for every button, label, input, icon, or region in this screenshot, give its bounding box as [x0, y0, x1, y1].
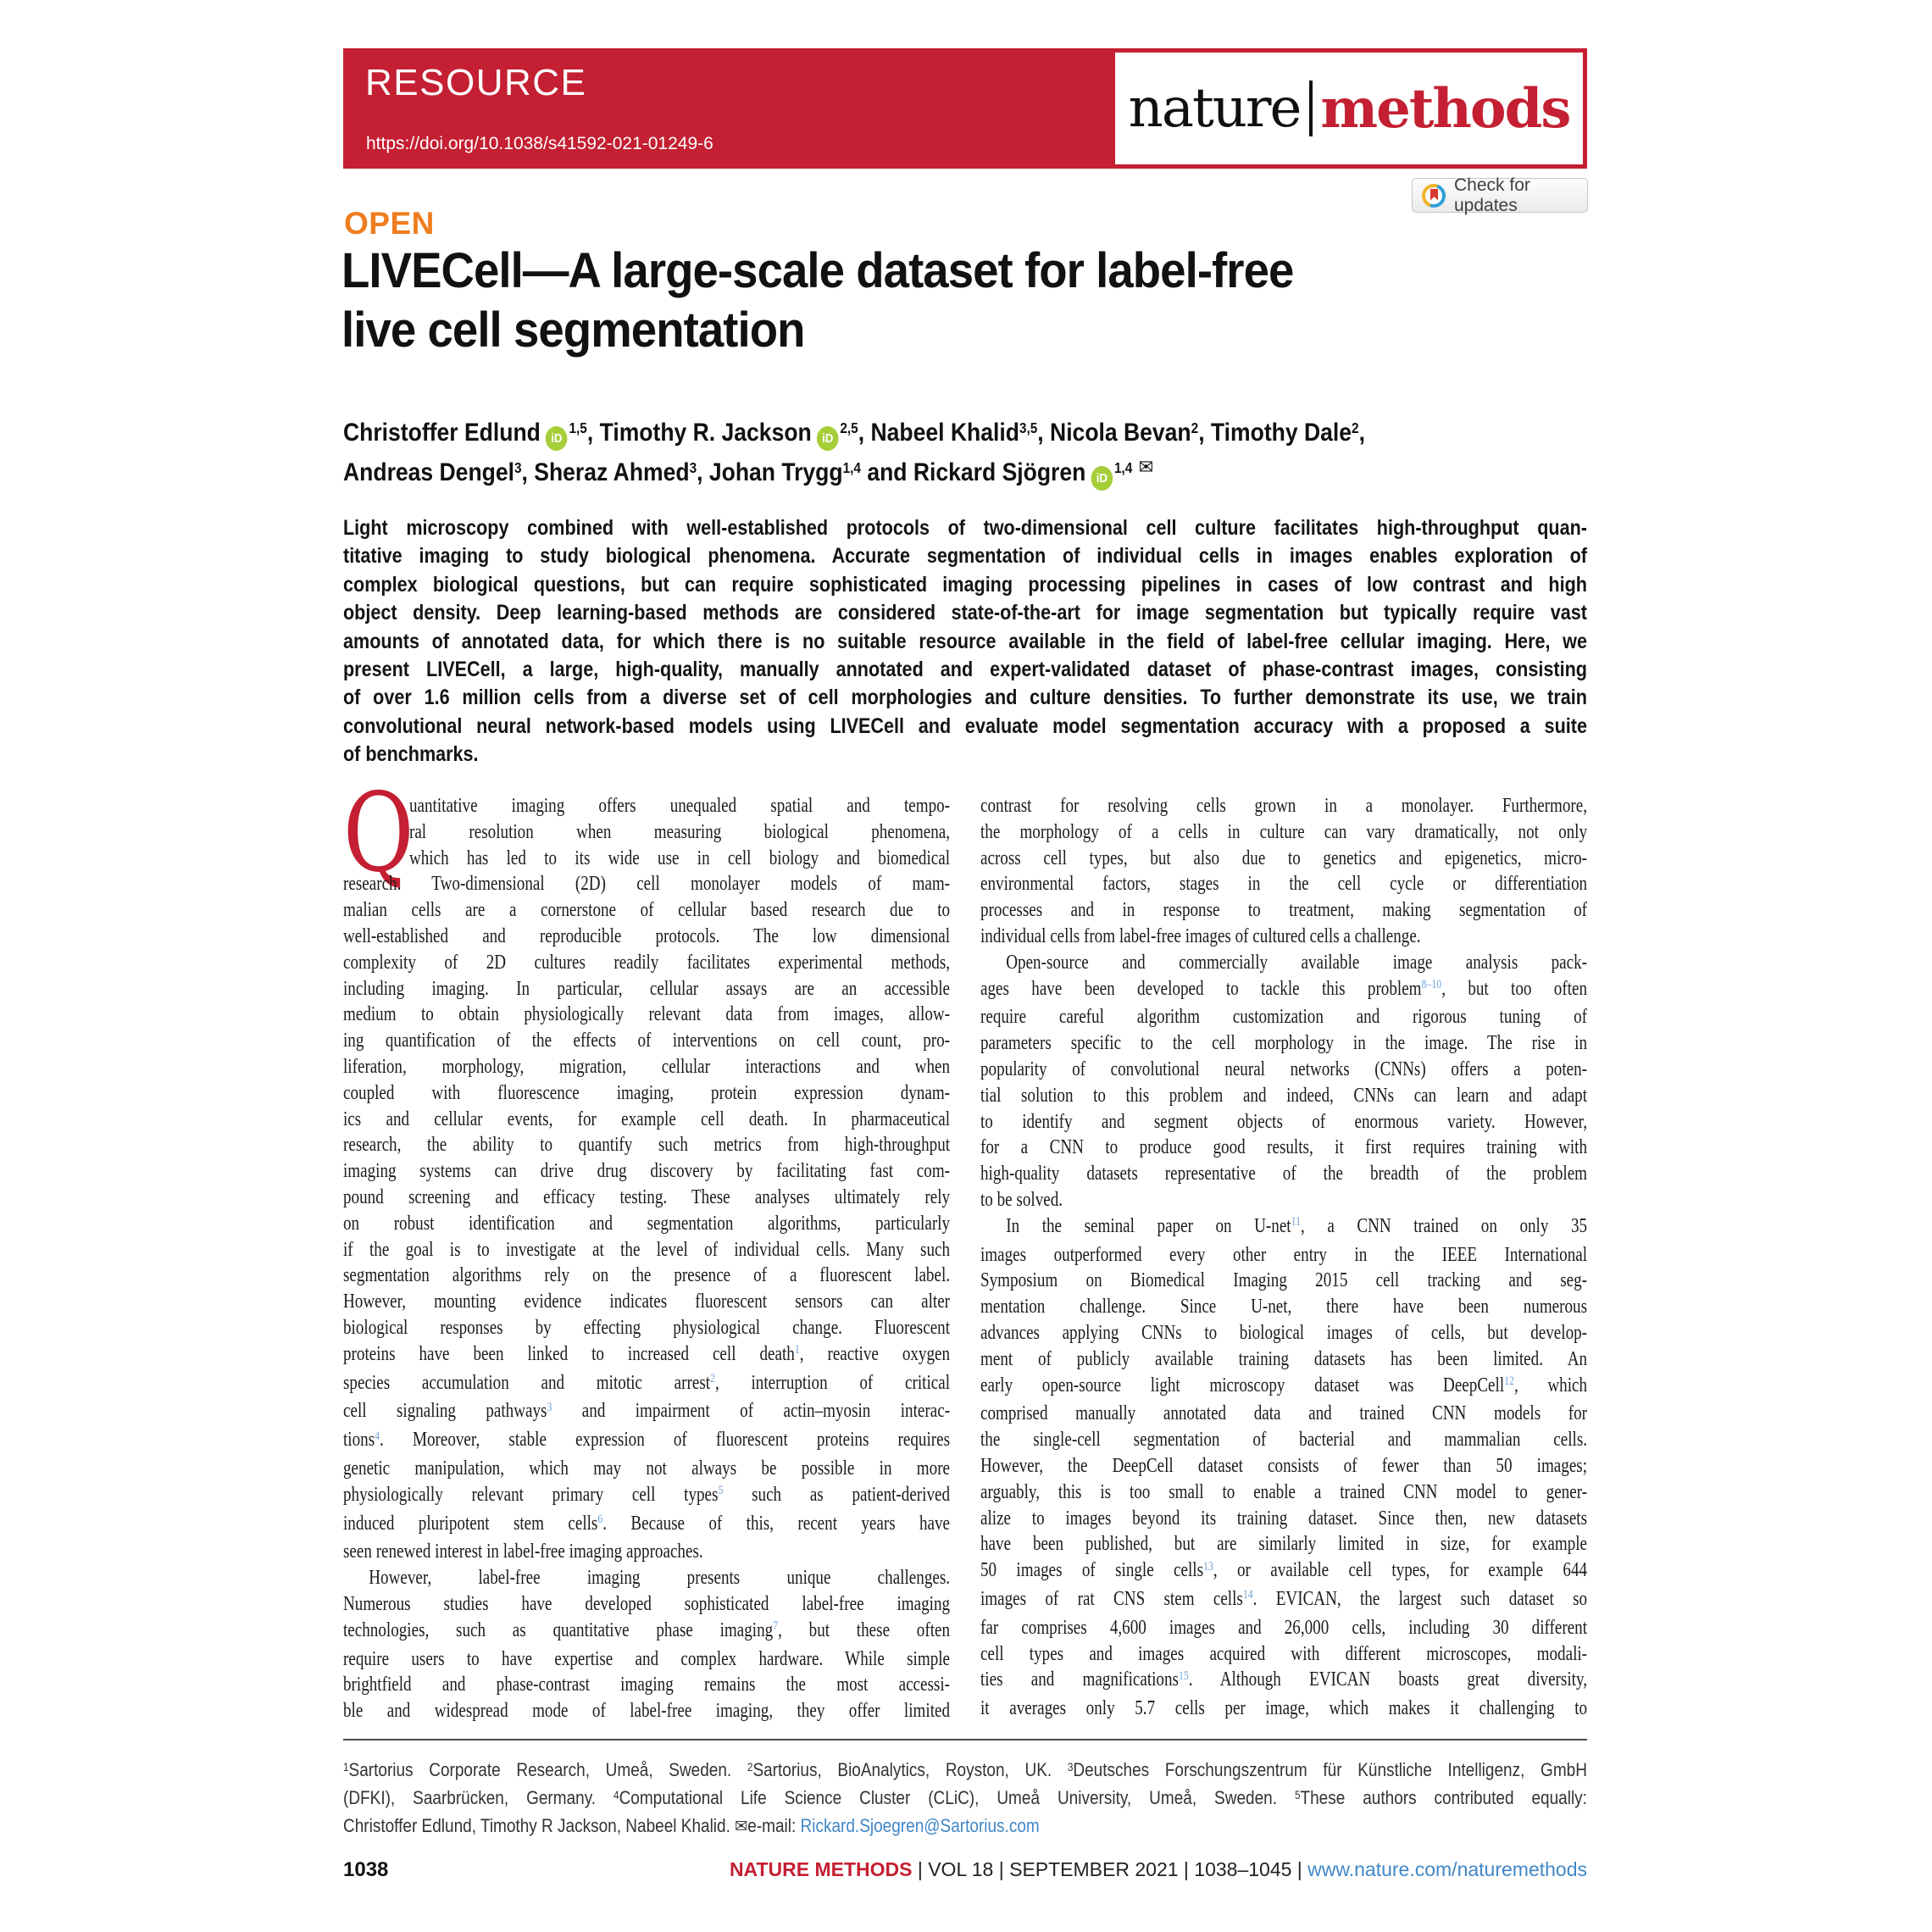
reference-superscript: 1,5 [569, 419, 587, 436]
reference-superscript: 7 [773, 1619, 779, 1634]
article-title-line1: LIVECell—A large-scale dataset for label-free [341, 243, 1294, 298]
crossmark-icon [1422, 184, 1446, 208]
footnote-line: Christoffer Edlund, Timothy R Jackson, Nabeel Khalid. ✉e-mail: Rickard.Sjoegren@Sartorius.com [343, 1815, 1040, 1836]
reference-superscript: 1 [794, 1343, 800, 1357]
text-line: ages have been developed to tackle this problem$^{8-10}$, but too often [980, 977, 1588, 1000]
text-line: ties and magnifications$^{15}$. Although EVICAN boasts great diversity, [980, 1668, 1588, 1691]
journal-logo-nature: nature [1128, 77, 1301, 140]
email-link[interactable]: Rickard.Sjoegren@Sartorius.com [800, 1815, 1040, 1836]
body-column-left [343, 770, 951, 1724]
text-line: processes and in response to treatment, making segmentation of [980, 899, 1588, 922]
text-line: which has led to its wide use in cell biology and biomedical [408, 847, 951, 869]
text-line: However, label-free imaging presents unique challenges. [369, 1567, 951, 1590]
page-footer [343, 1858, 1587, 1882]
author-line: Andreas Dengel$^3$, Sheraz Ahmed$^3$, Johan Trygg$^{1,4}$ and Rickard Sjögren iD$^{1,4}$ ✉ [343, 454, 1587, 494]
text-line: liferation, morphology, migration, cellular interactions and when [343, 1055, 951, 1078]
text-line: imaging systems can drive drug discovery by facilitating fast com- [343, 1160, 951, 1183]
body-column-right [980, 793, 1587, 1722]
reference-superscript: 4 [375, 1429, 380, 1443]
abstract-line: convolutional neural network-based models using LIVECell and evaluate model segmentation accuracy with a proposed a suite [343, 713, 1587, 738]
reference-superscript: 4 [613, 1788, 619, 1802]
text-line: tions$^4$. Moreover, stable expression of fluorescent proteins requires [343, 1429, 951, 1452]
paragraph [343, 770, 951, 1565]
text-line: comprised manually annotated data and trained CNN models for [980, 1402, 1588, 1425]
text-line: cell signaling pathways$^3$ and impairment of actin–myosin interac- [343, 1400, 951, 1423]
envelope-icon: ✉ [735, 1817, 748, 1836]
journal-logo-divider [1309, 80, 1313, 136]
text-line: images outperformed every other entry in the IEEE International [980, 1243, 1588, 1266]
article-title [341, 242, 1585, 360]
reference-superscript: 5 [718, 1484, 724, 1498]
footnote-line: (DFKI), Saarbrücken, Germany. $^4$Computational Life Science Cluster (CLiC), Umeå University, Umeå, Sweden. $^5$These authors contributed equally: [343, 1787, 1587, 1808]
paragraph [980, 793, 1587, 950]
reference-superscript: 1 [343, 1760, 349, 1774]
footer-citation [730, 1858, 1587, 1881]
reference-superscript: 2,5 [840, 419, 858, 436]
text-line: have been published, but are similarly limited in size, for example [980, 1533, 1588, 1556]
text-line: it averages only 5.7 cells per image, which makes it challenging to [980, 1697, 1588, 1720]
text-line: early open-source light microscopy dataset was DeepCell$^{12}$, which [980, 1374, 1588, 1396]
text-line: complexity of 2D cultures readily facilitates experimental methods, [343, 951, 951, 974]
page-number: 1038 [343, 1858, 389, 1881]
reference-superscript: 13 [1203, 1559, 1213, 1574]
text-line: the morphology of a cells in culture can vary dramatically, not only [980, 820, 1588, 843]
text-line: the single-cell segmentation of bacterial and mammalian cells. [980, 1429, 1588, 1452]
text-line: far comprises 4,600 images and 26,000 cells, including 30 different [980, 1616, 1588, 1639]
reference-superscript: 2 [747, 1760, 753, 1774]
text-line: ral resolution when measuring biological phenomena, [408, 820, 951, 843]
check-for-updates-button[interactable] [1412, 175, 1588, 215]
abstract-line: complex biological questions, but can require sophisticated imaging processing pipelines in cases of low contrast and high [343, 572, 1587, 597]
reference-superscript: 15 [1178, 1668, 1189, 1683]
text-line: contrast for resolving cells grown in a monolayer. Furthermore, [980, 795, 1588, 817]
text-line: Symposium on Biomedical Imaging 2015 cell tracking and seg- [980, 1269, 1588, 1292]
text-line: research, the ability to quantify such metrics from high-throughput [343, 1134, 951, 1157]
text-line: to identify and segment objects of enormous variety. However, [980, 1110, 1588, 1133]
text-line: across cell types, but also due to genetics and epigenetics, micro- [980, 847, 1588, 869]
text-line: advances applying CNNs to biological images of cells, but develop- [980, 1321, 1588, 1344]
text-line: biological responses by effecting physiological change. Fluorescent [343, 1316, 951, 1339]
orcid-icon: iD [1091, 466, 1113, 491]
text-line: species accumulation and mitotic arrest$^2$, interruption of critical [343, 1371, 951, 1394]
text-line: pound screening and efficacy testing. These analyses ultimately rely [343, 1185, 951, 1208]
text-line: seen renewed interest in label-free imaging approaches. [343, 1541, 703, 1563]
abstract [343, 514, 1587, 769]
reference-superscript: 1,4 [842, 458, 861, 476]
text-line: coupled with fluorescence imaging, protein expression dynam- [343, 1081, 951, 1104]
text-line: genetic manipulation, which may not always be possible in more [343, 1457, 951, 1480]
orcid-icon: iD [546, 426, 568, 451]
text-line: However, mounting evidence indicates fluorescent sensors can alter [343, 1291, 951, 1313]
text-line: induced pluripotent stem cells$^6$. Because of this, recent years have [343, 1512, 951, 1535]
text-line: require users to have expertise and complex hardware. While simple [343, 1647, 951, 1670]
affiliations-footnote [343, 1757, 1587, 1840]
journal-logo [1115, 53, 1583, 164]
check-for-updates-label: Check for updates [1454, 175, 1530, 215]
reference-superscript: 8–10 [1421, 978, 1442, 992]
text-line: well-established and reproducible protocols. The low dimensional [343, 924, 951, 947]
doi-text: https://doi.org/10.1038/s41592-021-01249-6 [366, 134, 713, 153]
reference-superscript: 5 [1294, 1788, 1301, 1802]
text-line: to be solved. [980, 1188, 1063, 1211]
text-line: However, the DeepCell dataset consists of fewer than 50 images; [980, 1454, 1588, 1477]
text-line: Open-source and commercially available image analysis pack- [1006, 951, 1588, 974]
text-line: medium to obtain physiologically relevant data from images, allow- [343, 1003, 951, 1026]
reference-superscript: 3 [1067, 1760, 1074, 1774]
text-line: images of rat CNS stem cells$^{14}$. EVICAN, the largest such dataset so [980, 1587, 1588, 1610]
abstract-line: of benchmarks. [343, 742, 479, 767]
reference-superscript: 3,5 [1019, 419, 1038, 436]
text-line: tial solution to this problem and indeed, CNNs can learn and adapt [980, 1084, 1588, 1107]
dropcap-letter: Q [343, 770, 414, 897]
journal-banner [343, 48, 1587, 169]
article-title-line2: live cell segmentation [341, 303, 805, 358]
paragraph [980, 950, 1587, 1213]
text-line: segmentation algorithms rely on the presence of a fluorescent label. [343, 1264, 951, 1287]
text-line: mentation challenge. Since U-net, there have been numerous [980, 1296, 1588, 1319]
reference-superscript: 3 [689, 458, 697, 476]
text-line: environmental factors, stages in the cell cycle or differentiation [980, 873, 1588, 896]
text-line: proteins have been linked to increased cell death$^1$, reactive oxygen [343, 1342, 951, 1365]
reference-superscript: 12 [1504, 1374, 1514, 1389]
reference-superscript: 2 [1352, 419, 1359, 436]
footnote-divider [343, 1739, 1587, 1740]
orcid-icon: iD [817, 426, 839, 451]
text-line: ble and widespread mode of label-free imaging, they offer limited [343, 1700, 951, 1723]
text-line: ics and cellular events, for example cell death. In pharmaceutical [343, 1108, 951, 1130]
article-type-label: RESOURCE [365, 62, 587, 103]
text-line: malian cells are a cornerstone of cellular based research due to [343, 899, 951, 922]
reference-superscript: 2 [1191, 419, 1199, 436]
text-line: popularity of convolutional neural networks (CNNs) offers a poten- [980, 1058, 1588, 1080]
paragraph [343, 1565, 950, 1724]
paragraph [980, 1213, 1587, 1722]
text-line: including imaging. In particular, cellular assays are an accessible [343, 977, 951, 1000]
abstract-line: Light microscopy combined with well-established protocols of two-dimensional cell culture facilitates high-throughput quan- [343, 516, 1587, 540]
text-line: ing quantification of the effects of interventions on cell count, pro- [343, 1030, 951, 1052]
text-line: research. Two-dimensional (2D) cell monolayer models of mam- [343, 873, 951, 896]
text-line: require careful algorithm customization and rigorous tuning of [980, 1006, 1588, 1029]
text-line: if the goal is to investigate at the level of individual cells. Many such [343, 1238, 951, 1261]
footer-issue-info: | VOL 18 | SEPTEMBER 2021 | 1038–1045 | [912, 1858, 1308, 1880]
text-line: uantitative imaging offers unequaled spatial and tempo- [408, 795, 951, 817]
text-line: cell types and images acquired with different microscopes, modali- [980, 1642, 1588, 1665]
text-line: parameters specific to the cell morphology in the image. The rise in [980, 1032, 1588, 1055]
text-line: ment of publicly available training datasets has been limited. An [980, 1347, 1588, 1370]
reference-superscript: 2 [710, 1372, 715, 1386]
reference-superscript: 14 [1242, 1588, 1253, 1602]
abstract-line: present LIVECell, a large, high-quality, manually annotated and expert-validated dataset of phase-contrast images, consisting [343, 658, 1587, 682]
text-line: brightfield and phase-contrast imaging remains the most accessi- [343, 1674, 951, 1696]
footer-journal-url[interactable]: www.nature.com/naturemethods [1307, 1858, 1587, 1880]
author-list [343, 414, 1587, 494]
journal-logo-methods: methods [1320, 76, 1570, 141]
text-line: individual cells from label-free images of cultured cells a challenge. [980, 924, 1421, 947]
text-line: 50 images of single cells$^{13}$, or available cell types, for example 644 [980, 1559, 1588, 1582]
text-line: for a CNN to produce good results, it first requires training with [980, 1136, 1588, 1159]
text-line: arguably, this is too small to enable a trained CNN model to gener- [980, 1480, 1588, 1503]
author-line: Christoffer Edlund iD$^{1,5}$, Timothy R. Jackson iD$^{2,5}$, Nabeel Khalid$^{3,5}$, Nicola Bevan$^2$, Timothy Dale$^2$, [343, 414, 1587, 454]
text-line: technologies, such as quantitative phase imaging$^7$, but these often [343, 1618, 951, 1641]
open-access-label: OPEN [344, 206, 435, 241]
reference-superscript: 3 [547, 1400, 552, 1414]
reference-superscript: 6 [597, 1513, 603, 1527]
text-line: high-quality datasets representative of the breadth of the problem [980, 1163, 1588, 1185]
text-line: on robust identification and segmentation algorithms, particularly [343, 1212, 951, 1235]
reference-superscript: 1,4 [1113, 458, 1133, 476]
abstract-line: object density. Deep learning-based methods are considered state-of-the-art for image segmentation but typically require vast [343, 601, 1587, 625]
abstract-line: of over 1.6 million cells from a diverse set of cell morphologies and culture densities. To further demonstrate its use, we train [343, 686, 1587, 710]
envelope-icon: ✉ [1138, 455, 1154, 478]
reference-superscript: 11 [1291, 1215, 1302, 1230]
text-line: In the seminal paper on U-net$^{11}$, a CNN trained on only 35 [1006, 1214, 1588, 1237]
footnote-line: $^1$Sartorius Corporate Research, Umeå, Sweden. $^2$Sartorius, BioAnalytics, Royston, UK. $^3$Deutsches Forschungszentrum für Künstliche Intelligenz, GmbH [343, 1759, 1587, 1780]
text-line: Numerous studies have developed sophisticated label-free imaging [343, 1592, 951, 1615]
abstract-line: titative imaging to study biological phenomena. Accurate segmentation of individual cells in images enables exploration of [343, 544, 1587, 569]
reference-superscript: 3 [514, 458, 522, 476]
footer-journal-name: NATURE METHODS [729, 1858, 913, 1880]
text-line: physiologically relevant primary cell types$^5$ such as patient-derived [343, 1483, 951, 1506]
text-line: alize to images beyond its training dataset. Since then, new datasets [980, 1507, 1588, 1530]
abstract-line: amounts of annotated data, for which there is no suitable resource available in the field of label-free cellular imaging. Here, we [343, 629, 1587, 653]
